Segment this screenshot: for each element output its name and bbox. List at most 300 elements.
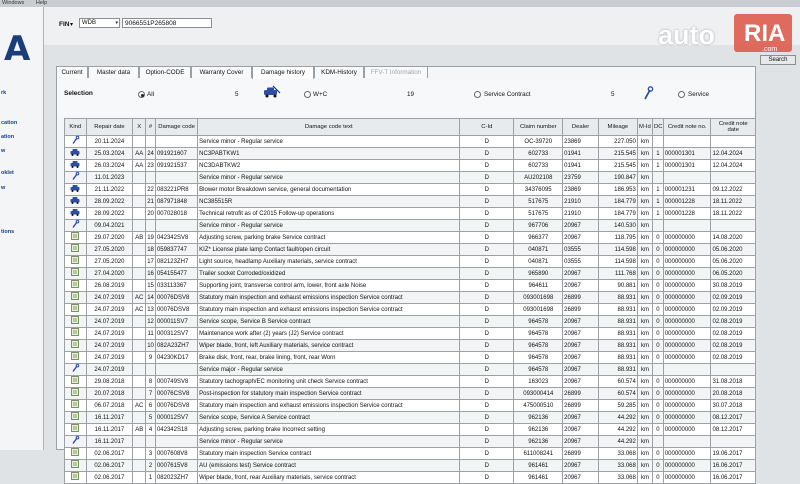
m-id: km <box>637 304 652 316</box>
kind-cell <box>65 160 87 172</box>
m-id: km <box>637 184 652 196</box>
number-cell: 19 <box>146 232 156 244</box>
damage-code: 00076CSV8 <box>155 388 197 400</box>
credit-note-no: 000000000 <box>663 400 711 412</box>
col-m-id[interactable]: M-Id <box>637 119 652 136</box>
number-cell: 13 <box>146 304 156 316</box>
left-nav-item[interactable]: oklet <box>1 170 14 176</box>
kind-cell <box>65 196 87 208</box>
x-cell <box>133 412 146 424</box>
mileage: 60.574 <box>598 376 637 388</box>
contract-icon <box>71 376 80 387</box>
table-row[interactable] <box>65 424 756 436</box>
left-nav-item[interactable]: w <box>1 148 6 154</box>
dealer: 20967 <box>563 232 599 244</box>
table-row[interactable] <box>65 208 756 220</box>
number-cell: 20 <box>146 208 156 220</box>
vin-input[interactable]: 9066551P265808 <box>122 18 212 28</box>
table-row[interactable] <box>65 292 756 304</box>
x-cell: AA <box>133 160 146 172</box>
damage-code-text: Wiper blade, front, left Auxiliary materials, service contract <box>198 340 460 352</box>
dealer: 26899 <box>563 292 599 304</box>
mileage: 44.292 <box>598 436 637 448</box>
table-row[interactable] <box>65 448 756 460</box>
dealer: 03555 <box>563 244 599 256</box>
mileage: 33.068 <box>598 448 637 460</box>
kind-cell <box>65 280 87 292</box>
kind-cell <box>65 256 87 268</box>
menu-bar <box>0 0 800 7</box>
repair-date: 16.11.2017 <box>86 412 133 424</box>
number-cell <box>146 436 156 448</box>
claim-number: 962136 <box>514 436 563 448</box>
damage-code <box>155 220 197 232</box>
dealer: 20967 <box>563 472 599 484</box>
dc: 1 <box>653 160 664 172</box>
dc: 0 <box>653 460 664 472</box>
kind-cell <box>65 448 87 460</box>
repair-date: 24.07.2019 <box>86 292 133 304</box>
col-claim-number[interactable]: Claim number <box>514 119 563 136</box>
dealer: 20967 <box>563 268 599 280</box>
dealer: 23869 <box>563 136 599 148</box>
dealer: 01941 <box>563 148 599 160</box>
credit-note-date: 16.06.2017 <box>711 460 756 472</box>
contract-icon <box>71 328 80 339</box>
table-row[interactable] <box>65 412 756 424</box>
m-id: km <box>637 472 652 484</box>
contract-icon <box>71 280 80 291</box>
x-cell <box>133 460 146 472</box>
table-row[interactable] <box>65 364 756 376</box>
col-x[interactable]: X <box>133 119 146 136</box>
c-id: D <box>460 292 514 304</box>
credit-note-date <box>711 172 756 184</box>
number-cell: 7 <box>146 388 156 400</box>
damage-code-text: NC3PABTKW1 <box>198 148 460 160</box>
damage-code-text: Adjusting screw, parking brake Service contract <box>198 232 460 244</box>
table-row[interactable] <box>65 280 756 292</box>
car-damage-icon <box>70 148 81 159</box>
repair-date: 24.07.2019 <box>86 364 133 376</box>
number-cell: 16 <box>146 268 156 280</box>
c-id: D <box>460 256 514 268</box>
mileage: 184.779 <box>598 208 637 220</box>
damage-code <box>155 136 197 148</box>
claim-number: 962136 <box>514 412 563 424</box>
contract-icon <box>71 460 80 471</box>
repair-date: 28.09.2022 <box>86 196 133 208</box>
credit-note-date: 02.09.2019 <box>711 304 756 316</box>
dc: 0 <box>653 268 664 280</box>
claim-number: 964578 <box>514 328 563 340</box>
left-nav-item[interactable]: ation <box>1 134 15 140</box>
dealer: 26899 <box>563 400 599 412</box>
radio-service-label: Service <box>688 91 709 98</box>
x-cell <box>133 268 146 280</box>
menu-windows[interactable]: Windows <box>2 0 25 6</box>
dc: 1 <box>653 196 664 208</box>
kind-cell <box>65 184 87 196</box>
damage-code-text: KIZ* License plate lamp Contact fault/open circuit <box>198 244 460 256</box>
credit-note-no <box>663 364 711 376</box>
credit-note-no: 000000000 <box>663 280 711 292</box>
repair-date: 27.05.2020 <box>86 244 133 256</box>
repair-date: 02.06.2017 <box>86 460 133 472</box>
kind-cell <box>65 136 87 148</box>
number-cell: 18 <box>146 244 156 256</box>
claim-number: 961461 <box>514 472 563 484</box>
c-id: D <box>460 376 514 388</box>
credit-note-date: 20.08.2018 <box>711 388 756 400</box>
fin-prefix-select[interactable] <box>79 18 120 28</box>
mileage: 33.068 <box>598 460 637 472</box>
dealer: 20967 <box>563 328 599 340</box>
credit-note-date: 02.08.2019 <box>711 316 756 328</box>
x-cell <box>133 244 146 256</box>
repair-date: 16.11.2017 <box>86 424 133 436</box>
selection-label: Selection <box>64 90 93 97</box>
damage-code-text: NC385515R <box>198 196 460 208</box>
col-mileage[interactable]: Mileage <box>598 119 637 136</box>
c-id: D <box>460 328 514 340</box>
number-cell <box>146 172 156 184</box>
table-row[interactable] <box>65 388 756 400</box>
credit-note-date: 05.06.2020 <box>711 256 756 268</box>
mileage: 60.574 <box>598 388 637 400</box>
damage-code-text: NC3DABTKW2 <box>198 160 460 172</box>
dc: 1 <box>653 184 664 196</box>
col-damage-code-text[interactable]: Damage code text <box>198 119 460 136</box>
table-row[interactable] <box>65 460 756 472</box>
repair-date: 09.04.2021 <box>86 220 133 232</box>
dealer: 23759 <box>563 172 599 184</box>
number-cell: 8 <box>146 376 156 388</box>
x-cell: AA <box>133 148 146 160</box>
damage-code: 00076DSV8 <box>155 400 197 412</box>
damage-code: 04230KD17 <box>155 352 197 364</box>
m-id: km <box>637 424 652 436</box>
credit-note-no: 000000000 <box>663 232 711 244</box>
x-cell <box>133 184 146 196</box>
dealer: 26899 <box>563 304 599 316</box>
credit-note-no: 000000000 <box>663 304 711 316</box>
left-nav-item[interactable]: w <box>1 185 6 191</box>
dc: 0 <box>653 280 664 292</box>
repair-date: 16.11.2017 <box>86 436 133 448</box>
tab-ffv-t-information[interactable]: FFV-T Information <box>364 66 428 78</box>
damage-code-text: Statutory main inspection and exhaust emissions inspection Service contract <box>198 292 460 304</box>
menu-help[interactable]: Help <box>35 0 48 6</box>
dc: 0 <box>653 316 664 328</box>
dc: 0 <box>653 244 664 256</box>
fin-dropdown-icon[interactable]: ▾ <box>70 22 74 28</box>
damage-code-text: Wiper blade, front, rear Auxiliary materials, service contract <box>198 472 460 484</box>
dc: 0 <box>653 256 664 268</box>
repair-date: 20.11.2024 <box>86 136 133 148</box>
radio-all-label: All <box>147 91 154 98</box>
wrench-icon <box>71 172 80 183</box>
credit-note-no: 000000000 <box>663 340 711 352</box>
credit-note-date: 02.08.2019 <box>711 352 756 364</box>
dc: 0 <box>653 340 664 352</box>
damage-code: 0007615V8 <box>155 460 197 472</box>
tab-option-code[interactable]: Option-CODE <box>139 66 191 78</box>
credit-note-no: 000000000 <box>663 424 711 436</box>
c-id: D <box>460 184 514 196</box>
m-id: km <box>637 316 652 328</box>
radio-service-contract[interactable] <box>474 91 481 98</box>
x-cell <box>133 220 146 232</box>
kind-cell <box>65 268 87 280</box>
repair-date: 02.06.2017 <box>86 448 133 460</box>
claim-number: 093000414 <box>514 388 563 400</box>
damage-code: 091921537 <box>155 160 197 172</box>
x-cell <box>133 280 146 292</box>
claim-number: 967706 <box>514 220 563 232</box>
damage-code-text: Statutory main inspection Service contract <box>198 448 460 460</box>
table-row[interactable] <box>65 328 756 340</box>
m-id: km <box>637 160 652 172</box>
col-credit-note-date[interactable]: Credit note date <box>711 119 756 136</box>
col-number[interactable]: # <box>146 119 156 136</box>
col-dealer[interactable]: Dealer <box>563 119 599 136</box>
x-cell <box>133 316 146 328</box>
wrench-icon <box>643 86 653 100</box>
dealer: 20967 <box>563 364 599 376</box>
number-cell: 2 <box>146 460 156 472</box>
x-cell: AB <box>133 232 146 244</box>
table-row[interactable] <box>65 268 756 280</box>
dealer: 20967 <box>563 424 599 436</box>
mileage: 88.931 <box>598 364 637 376</box>
credit-note-no: 000000000 <box>663 460 711 472</box>
claim-number: 093001698 <box>514 292 563 304</box>
contract-icon <box>71 304 80 315</box>
table-row[interactable] <box>65 352 756 364</box>
table-row[interactable] <box>65 304 756 316</box>
x-cell <box>133 196 146 208</box>
table-row[interactable] <box>65 184 756 196</box>
claim-number: 602733 <box>514 160 563 172</box>
kind-cell <box>65 328 87 340</box>
x-cell <box>133 376 146 388</box>
search-button[interactable]: Search <box>760 55 796 65</box>
x-cell: AC <box>133 400 146 412</box>
left-nav-item[interactable]: cation <box>1 120 18 126</box>
col-c-id[interactable]: C-Id <box>460 119 514 136</box>
repair-date: 26.08.2019 <box>86 280 133 292</box>
dealer: 26899 <box>563 448 599 460</box>
m-id: km <box>637 148 652 160</box>
damage-code-text: Service scope, Service A Service contract <box>198 412 460 424</box>
dealer: 23869 <box>563 184 599 196</box>
m-id: km <box>637 376 652 388</box>
dealer: 20967 <box>563 352 599 364</box>
mileage: 88.931 <box>598 328 637 340</box>
table-row[interactable] <box>65 148 756 160</box>
damage-code-text: Technical retrofit as of C2015 Follow-up operations <box>198 208 460 220</box>
claim-number: 964578 <box>514 352 563 364</box>
contract-icon <box>71 256 80 267</box>
number-cell: 10 <box>146 340 156 352</box>
col-kind[interactable]: Kind <box>65 119 87 136</box>
c-id: D <box>460 160 514 172</box>
table-row[interactable] <box>65 220 756 232</box>
dc <box>653 436 664 448</box>
x-cell <box>133 256 146 268</box>
tab-warranty-cover[interactable]: Warranty Cover <box>191 66 252 78</box>
radio-service[interactable] <box>678 91 685 98</box>
c-id: D <box>460 208 514 220</box>
selection-bar <box>58 80 754 116</box>
x-cell <box>133 388 146 400</box>
table-row[interactable] <box>65 256 756 268</box>
damage-code-text: Service minor - Regular service <box>198 172 460 184</box>
x-cell <box>133 364 146 376</box>
claim-number: 964578 <box>514 364 563 376</box>
credit-note-date: 08.12.2017 <box>711 412 756 424</box>
mileage: 140.530 <box>598 220 637 232</box>
kind-cell <box>65 400 87 412</box>
mileage: 88.931 <box>598 352 637 364</box>
dc <box>653 220 664 232</box>
damage-code: 007028018 <box>155 208 197 220</box>
damage-code <box>155 172 197 184</box>
damage-code-text: Post-inspection for statutory main inspection Service contract <box>198 388 460 400</box>
credit-note-date: 06.05.2020 <box>711 268 756 280</box>
mileage: 186.953 <box>598 184 637 196</box>
c-id: D <box>460 460 514 472</box>
table-row[interactable] <box>65 232 756 244</box>
table-row[interactable] <box>65 436 756 448</box>
contract-icon <box>71 244 80 255</box>
tab-kdm-history[interactable]: KDM-History <box>314 66 364 78</box>
credit-note-date: 12.04.2024 <box>711 160 756 172</box>
kind-cell <box>65 424 87 436</box>
table-row[interactable] <box>65 376 756 388</box>
repair-date: 27.04.2020 <box>86 268 133 280</box>
radio-all[interactable] <box>138 91 145 98</box>
table-row[interactable] <box>65 340 756 352</box>
table-row[interactable] <box>65 244 756 256</box>
credit-note-date: 02.08.2019 <box>711 328 756 340</box>
left-nav-item[interactable]: rk <box>1 90 7 96</box>
credit-note-no: 000000000 <box>663 244 711 256</box>
damage-code-text: Statutory main inspection and exhaust emissions inspection Service contract <box>198 304 460 316</box>
c-id: D <box>460 388 514 400</box>
kind-cell <box>65 460 87 472</box>
credit-note-date: 09.12.2022 <box>711 184 756 196</box>
col-dc[interactable]: DC <box>653 119 664 136</box>
credit-note-no: 000000000 <box>663 472 711 484</box>
damage-code: 091921607 <box>155 148 197 160</box>
kind-cell <box>65 412 87 424</box>
table-row[interactable] <box>65 196 756 208</box>
dealer: 20967 <box>563 316 599 328</box>
claim-number: 517675 <box>514 208 563 220</box>
x-cell <box>133 328 146 340</box>
number-cell: 24 <box>146 148 156 160</box>
repair-date: 26.03.2024 <box>86 160 133 172</box>
dealer: 20967 <box>563 340 599 352</box>
number-cell: 14 <box>146 292 156 304</box>
kind-cell <box>65 172 87 184</box>
damage-code: 000012SV7 <box>155 412 197 424</box>
x-cell <box>133 448 146 460</box>
m-id: km <box>637 340 652 352</box>
credit-note-date <box>711 220 756 232</box>
repair-date: 20.07.2018 <box>86 388 133 400</box>
damage-code-text: Service minor - Regular service <box>198 136 460 148</box>
dc: 0 <box>653 232 664 244</box>
mileage: 114.598 <box>598 256 637 268</box>
credit-note-date: 18.11.2022 <box>711 196 756 208</box>
contract-icon <box>71 472 80 483</box>
tab-damage-history[interactable]: Damage history <box>252 66 314 79</box>
col-credit-note-no[interactable]: Credit note no. <box>663 119 711 136</box>
claim-number: 040871 <box>514 244 563 256</box>
damage-code-text: Light source, headlamp Auxiliary materials, service contract <box>198 256 460 268</box>
col-damage-code[interactable]: Damage code <box>155 119 197 136</box>
credit-note-date: 18.11.2022 <box>711 208 756 220</box>
mileage: 118.795 <box>598 232 637 244</box>
kind-cell <box>65 472 87 484</box>
damage-code <box>155 364 197 376</box>
damage-history-table <box>64 118 756 484</box>
claim-number: OC-39720 <box>514 136 563 148</box>
c-id: D <box>460 412 514 424</box>
number-cell: 3 <box>146 448 156 460</box>
number-cell: 1 <box>146 472 156 484</box>
table-row[interactable] <box>65 136 756 148</box>
radio-wc-label: W+C <box>313 91 328 98</box>
damage-code: 083221PR8 <box>155 184 197 196</box>
fin-prefix-value: WDB <box>82 20 96 26</box>
dc: 0 <box>653 412 664 424</box>
number-cell: 6 <box>146 400 156 412</box>
col-repair-date[interactable]: Repair date <box>86 119 133 136</box>
radio-wc[interactable] <box>304 91 311 98</box>
x-cell <box>133 208 146 220</box>
damage-code: 00076DSV8 <box>155 304 197 316</box>
number-cell: 22 <box>146 184 156 196</box>
left-nav-item[interactable]: tions <box>1 229 15 235</box>
table-row[interactable] <box>65 172 756 184</box>
table-row[interactable] <box>65 400 756 412</box>
credit-note-no: 000000000 <box>663 412 711 424</box>
dc: 1 <box>653 148 664 160</box>
c-id: D <box>460 316 514 328</box>
repair-date: 28.09.2022 <box>86 208 133 220</box>
credit-note-no: 000001301 <box>663 160 711 172</box>
number-cell: 4 <box>146 424 156 436</box>
tab-current[interactable]: Current <box>56 66 88 78</box>
claim-number: 966377 <box>514 232 563 244</box>
table-row[interactable] <box>65 160 756 172</box>
repair-date: 11.01.2023 <box>86 172 133 184</box>
contract-icon <box>71 388 80 399</box>
table-row[interactable] <box>65 472 756 484</box>
dc: 0 <box>653 304 664 316</box>
table-row[interactable] <box>65 316 756 328</box>
dc: 0 <box>653 448 664 460</box>
car-damage-icon <box>70 196 81 207</box>
wrench-icon <box>71 220 80 231</box>
mileage: 33.068 <box>598 472 637 484</box>
tab-master-data[interactable]: Master data <box>88 66 139 78</box>
m-id: km <box>637 436 652 448</box>
